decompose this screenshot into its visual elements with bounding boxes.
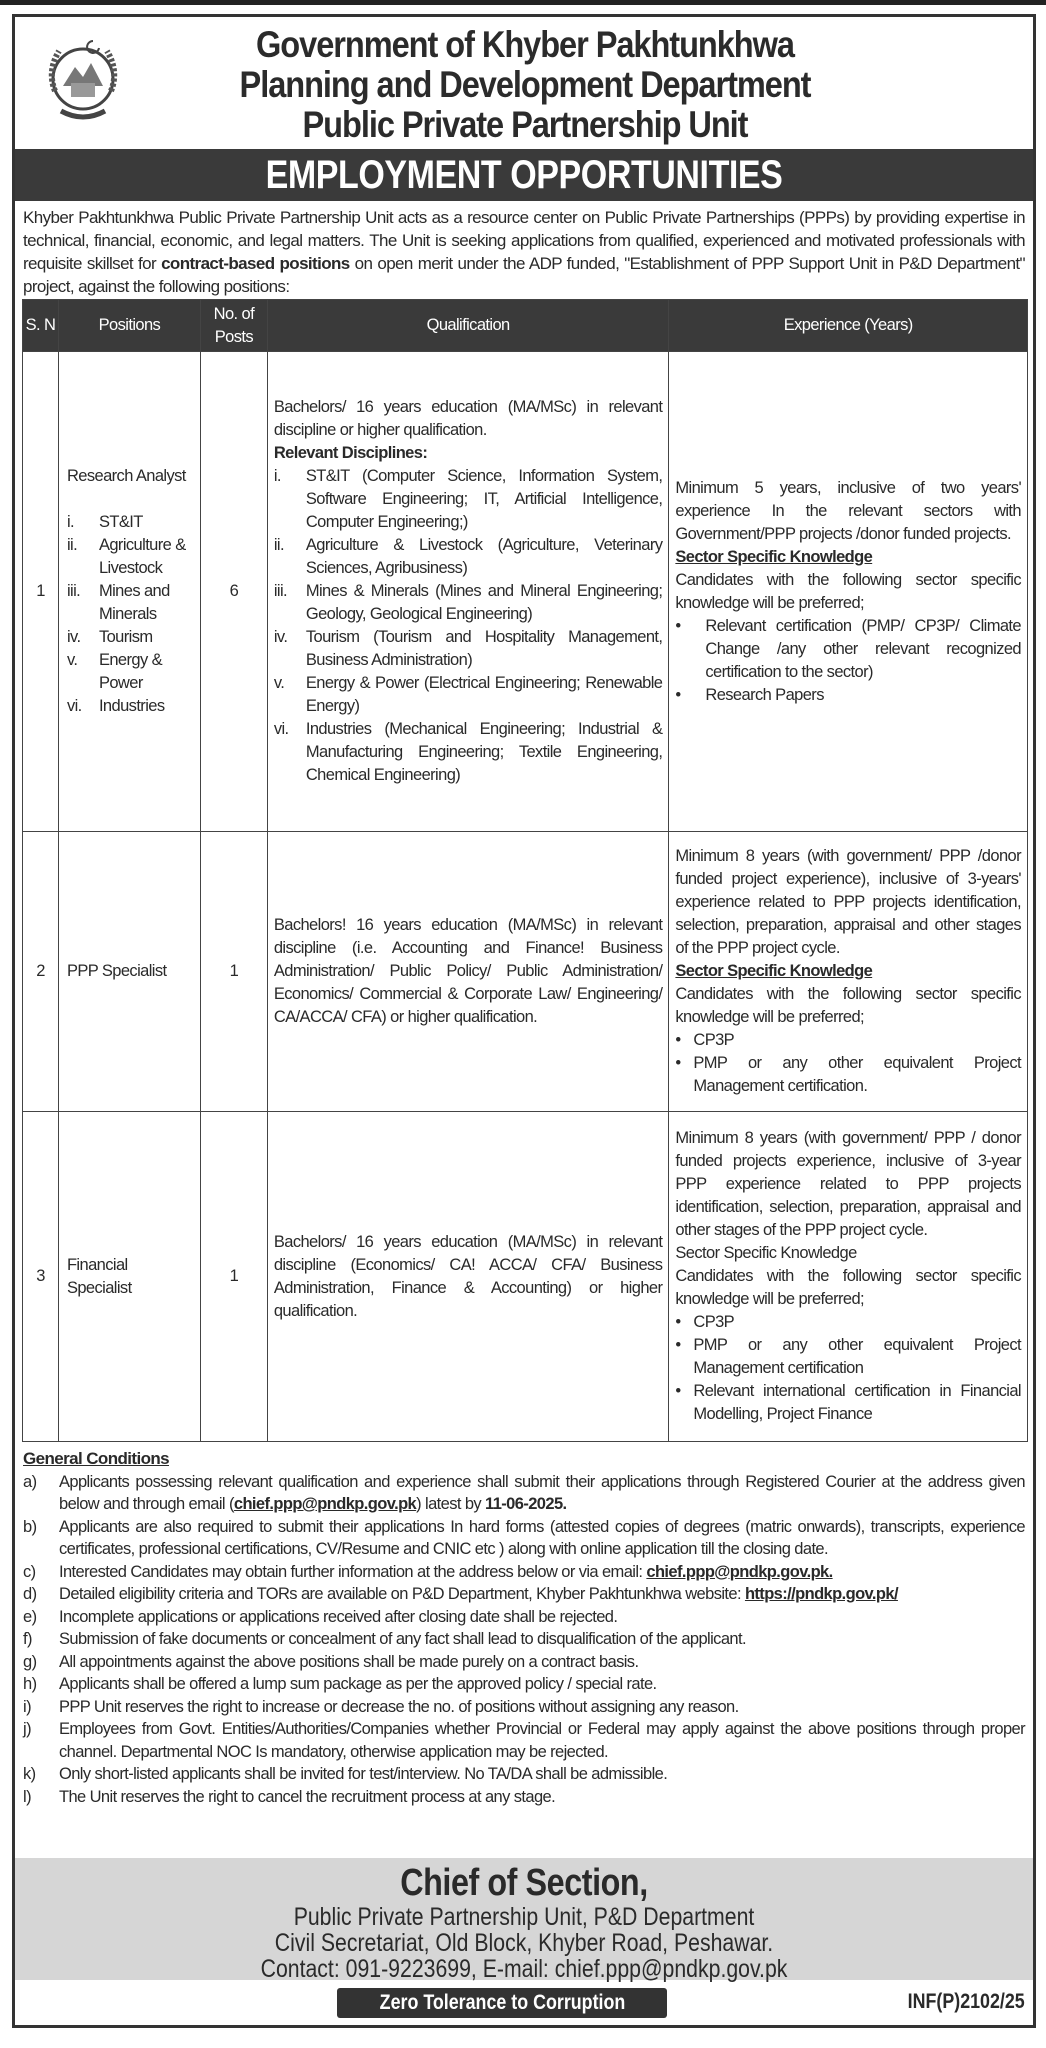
condition-marker: b) — [23, 1517, 37, 1536]
conditions-list — [23, 1471, 1025, 1809]
reference-number: INF(P)2102/25 — [907, 1990, 1025, 2013]
knowledge-heading: Sector Specific Knowledge — [675, 547, 873, 566]
cell-position — [58, 352, 200, 832]
sector-list — [67, 511, 192, 718]
item-text: ST&IT — [98, 513, 143, 531]
item-text: Research Papers — [705, 685, 824, 704]
header-posts: No. of Posts — [200, 300, 267, 352]
item-marker: e) — [23, 1607, 37, 1626]
email-link[interactable]: chief.ppp@pndkp.gov.pk. — [646, 1562, 833, 1581]
positions-table — [22, 299, 1028, 1442]
knowledge-item — [675, 1334, 1021, 1380]
item-marker: i) — [23, 1697, 31, 1716]
item-marker: iv. — [273, 628, 288, 646]
item-marker: • — [675, 1031, 681, 1049]
item-marker: ii. — [273, 536, 284, 554]
conditions-title: General Conditions — [23, 1449, 169, 1468]
condition-text: . — [562, 1495, 567, 1513]
footer-contact: Contact: 091-9223699, E-mail: chief.ppp@pndkp.gov.pk — [260, 1955, 788, 1983]
header-sn: S. N — [23, 300, 59, 352]
advertisement — [12, 14, 1036, 2028]
experience-text: Minimum 8 years (with government/ PPP /donor funded project experience), inclusive of 3-years' experience related to PPP projects identification, selection, preparation, appraisal and other stages of the PPP project cycle. — [675, 847, 1021, 957]
condition-text: Detailed eligibility criteria and TORs are available on P&D Department, Khyber Pakhtunkhwa website: — [59, 1585, 745, 1603]
cell-position: Financial Specialist — [58, 1112, 200, 1442]
table-header — [23, 300, 1028, 352]
header-experience: Experience (Years) — [669, 300, 1028, 352]
intro-text: Khyber Pakhtunkhwa Public Private Partnership Unit acts as a resource center on Public Private Partnerships (PPPs) by providing expertise in technical, financial, economic, and legal matters. The Unit is seeking applications from qualified, experienced and motivated professionals with requisite skillset for — [23, 208, 1025, 273]
item-marker: ii. — [66, 536, 78, 554]
cell-sn: 2 — [23, 832, 59, 1112]
item-marker: k) — [23, 1765, 36, 1783]
table-row — [23, 832, 1028, 1112]
cell-qualification: Bachelors! 16 years education (MA/MSc) in relevant discipline (i.e. Accounting and Finance! Business Administration/ Public Policy/ Public Administration/ Economics/ Commercial & Corporate Law/ Engineering/ CA/ACCA/ CFA) or higher qualification. — [267, 832, 669, 1112]
condition-marker: d) — [23, 1585, 37, 1603]
position-title: Research Analyst — [66, 467, 186, 485]
item-text: Energy & Power (Electrical Engineering; Renewable Energy) — [305, 674, 663, 715]
knowledge-pref: Candidates with the following sector specific knowledge will be preferred; — [675, 570, 1021, 612]
item-marker: g) — [23, 1652, 37, 1671]
condition-item — [23, 1718, 1025, 1763]
sector-item — [67, 534, 192, 580]
condition-item — [23, 1628, 1025, 1651]
qualification-text: Bachelors/ 16 years education (MA/MSc) in relevant discipline or higher qualification. — [273, 398, 663, 439]
disciplines-heading: Relevant Disciplines: — [273, 444, 428, 462]
header-line-3: Public Private Partnership Unit — [302, 104, 748, 145]
footer-title: Chief of Section, — [400, 1862, 648, 1904]
item-text: Only short-listed applicants shall be invited for test/interview. No TA/DA shall be admissible. — [59, 1765, 668, 1783]
knowledge-list — [675, 1311, 1021, 1426]
item-text: Submission of fake documents or concealment of any fact shall lead to disqualification of the applicant. — [59, 1630, 746, 1648]
item-text: CP3P — [693, 1031, 735, 1049]
website-link[interactable]: https://pndkp.gov.pk/ — [744, 1585, 898, 1603]
knowledge-item — [675, 1380, 1021, 1426]
header-positions: Positions — [58, 300, 200, 352]
item-text: Mines & Minerals (Mines and Mineral Engineering; Geology, Geological Engineering) — [305, 582, 663, 623]
item-marker: vi. — [273, 720, 289, 738]
item-text: Tourism (Tourism and Hospitality Management, Business Administration) — [305, 628, 663, 669]
knowledge-heading: Sector Specific Knowledge — [675, 962, 873, 980]
item-marker: l) — [23, 1787, 31, 1806]
cell-experience — [669, 1112, 1028, 1442]
item-text: CP3P — [693, 1313, 735, 1331]
condition-text: Applicants are also required to submit their applications In hard forms (attested copies of degrees (matric onwards), transcripts, experience certificates, professional certifications, CV/Resume and CNIC etc ) along with online application till the closing date. — [59, 1517, 1025, 1558]
experience-text: Minimum 8 years (with government/ PPP / donor funded projects experience, inclusive of 3-year PPP experience related to PPP projects identification, selection, preparation, appraisal and other stages of the PPP project cycle. — [675, 1129, 1021, 1239]
knowledge-list — [675, 1029, 1021, 1098]
item-text: Energy & Power — [98, 651, 163, 692]
cell-experience — [669, 832, 1028, 1112]
item-text: Employees from Govt. Entities/Authorities/Companies whether Provincial or Federal may apply against the above positions through proper channel. Departmental NOC Is mandatory, otherwise application may be rejected. — [59, 1720, 1025, 1761]
cell-posts: 6 — [200, 352, 267, 832]
item-marker: i. — [273, 467, 281, 485]
item-text: PMP or any other equivalent Project Management certification — [693, 1336, 1021, 1377]
condition-text: ) latest by — [416, 1495, 486, 1513]
cell-qualification: Bachelors/ 16 years education (MA/MSc) in relevant discipline (Economics/ CA! ACCA/ CFA/ Business Administration, Finance & Accounting) or higher qualification. — [267, 1112, 669, 1442]
condition-text: Applicants possessing relevant qualification and experience shall submit their applications through Registered Courier at the address given below and through email ( — [59, 1472, 1025, 1513]
item-text: Relevant international certification in Financial Modelling, Project Finance — [693, 1382, 1021, 1423]
header-qualification: Qualification — [267, 300, 669, 352]
item-marker: • — [675, 1054, 681, 1072]
table-row — [23, 352, 1028, 832]
condition-item — [23, 1583, 1025, 1606]
condition-marker: a) — [23, 1472, 37, 1491]
knowledge-item — [675, 1029, 1021, 1052]
condition-item — [23, 1786, 1025, 1809]
footer-line-2: Civil Secretariat, Old Block, Khyber Road, Peshawar. — [274, 1929, 774, 1957]
cell-position: PPP Specialist — [58, 832, 200, 1112]
condition-item — [23, 1763, 1025, 1786]
item-text: Industries — [98, 697, 165, 715]
item-text: Mines and Minerals — [98, 582, 170, 623]
closing-date: 11-06-2025 — [485, 1495, 563, 1513]
cell-experience — [669, 352, 1028, 832]
sector-item — [67, 626, 192, 649]
discipline-item — [274, 534, 663, 580]
item-marker: f) — [23, 1630, 32, 1648]
top-rule — [0, 0, 1046, 5]
knowledge-item — [675, 1052, 1021, 1098]
disciplines-list — [274, 465, 663, 787]
knowledge-pref: Candidates with the following sector specific knowledge will be preferred; — [675, 985, 1021, 1026]
intro-paragraph — [15, 201, 1033, 299]
cell-posts: 1 — [200, 1112, 267, 1442]
cell-sn: 1 — [23, 352, 59, 832]
item-marker: iii. — [66, 582, 81, 600]
item-text: Applicants shall be offered a lump sum package as per the approved policy / special rate. — [59, 1675, 657, 1693]
item-text: Incomplete applications or applications received after closing date shall be rejected. — [59, 1607, 618, 1626]
cell-qualification — [267, 352, 669, 832]
discipline-item — [274, 580, 663, 626]
knowledge-item — [675, 684, 1021, 707]
condition-item — [23, 1471, 1025, 1516]
employment-banner — [15, 149, 1033, 201]
intro-bold: contract-based positions — [161, 254, 350, 273]
item-marker: • — [675, 1382, 681, 1400]
item-marker: • — [675, 616, 681, 635]
item-text: PMP or any other equivalent Project Management certification. — [693, 1054, 1021, 1095]
sector-item — [67, 511, 192, 534]
knowledge-item — [675, 1311, 1021, 1334]
intro-text-end: on open merit under the ADP funded, "Establishment of PPP Support Unit in P&D Department" project, against the following positions: — [23, 254, 1025, 296]
item-marker: • — [675, 685, 681, 704]
item-text: PPP Unit reserves the right to increase or decrease the no. of positions without assigning any reason. — [59, 1697, 739, 1716]
discipline-item — [274, 465, 663, 534]
knowledge-list — [675, 615, 1021, 707]
footer-line-1: Public Private Partnership Unit, P&D Department — [293, 1903, 755, 1931]
item-marker: • — [675, 1336, 681, 1354]
condition-marker: c) — [23, 1562, 36, 1581]
header — [15, 17, 1033, 149]
sector-item — [67, 580, 192, 626]
contact-footer — [15, 1858, 1033, 1983]
item-text: Relevant certification (PMP/ CP3P/ Climate Change /any other relevant recognized certification to the sector) — [705, 616, 1021, 681]
item-text: Agriculture & Livestock — [98, 536, 186, 577]
sector-item — [67, 695, 192, 718]
zero-tolerance-badge — [337, 1988, 667, 2018]
condition-item — [23, 1606, 1025, 1629]
item-text: The Unit reserves the right to cancel the recruitment process at any stage. — [59, 1787, 556, 1806]
item-marker: i. — [66, 513, 75, 531]
item-text: All appointments against the above positions shall be made purely on a contract basis. — [59, 1652, 639, 1671]
condition-item — [23, 1516, 1025, 1561]
item-marker: h) — [23, 1675, 37, 1693]
banner-text: EMPLOYMENT OPPORTUNITIES — [265, 153, 783, 197]
condition-item — [23, 1673, 1025, 1696]
kp-emblem-icon — [33, 31, 133, 131]
discipline-item — [274, 672, 663, 718]
condition-text: Interested Candidates may obtain further information at the address below or via email: — [59, 1562, 647, 1581]
item-marker: v. — [273, 674, 285, 692]
cell-sn: 3 — [23, 1112, 59, 1442]
zero-tolerance-text: Zero Tolerance to Corruption — [379, 1991, 625, 2014]
condition-item — [23, 1561, 1025, 1584]
header-line-1: Government of Khyber Pakhtunkhwa — [256, 24, 794, 65]
knowledge-heading: Sector Specific Knowledge — [675, 1244, 857, 1262]
table-row — [23, 1112, 1028, 1442]
item-marker: j) — [23, 1720, 31, 1738]
condition-item — [23, 1651, 1025, 1674]
item-marker: vi. — [66, 697, 82, 715]
item-text: Tourism — [98, 628, 153, 646]
cell-posts: 1 — [200, 832, 267, 1112]
item-marker: v. — [66, 651, 78, 669]
experience-text: Minimum 5 years, inclusive of two years' experience In the relevant sectors with Government/PPP projects /donor funded projects. — [675, 478, 1021, 543]
item-marker: iv. — [66, 628, 81, 646]
item-marker: iii. — [273, 582, 288, 600]
bottom-bar — [15, 1980, 1033, 2020]
item-text: Agriculture & Livestock (Agriculture, Veterinary Sciences, Agribusiness) — [305, 536, 663, 577]
knowledge-pref: Candidates with the following sector specific knowledge will be preferred; — [675, 1267, 1021, 1308]
header-line-2: Planning and Development Department — [239, 64, 811, 105]
general-conditions — [15, 1442, 1033, 1858]
item-marker: • — [675, 1313, 681, 1331]
condition-item — [23, 1696, 1025, 1719]
email-link[interactable]: chief.ppp@pndkp.gov.pk — [233, 1495, 417, 1513]
discipline-item — [274, 626, 663, 672]
discipline-item — [274, 718, 663, 787]
knowledge-item — [675, 615, 1021, 684]
sector-item — [67, 649, 192, 695]
item-text: Industries (Mechanical Engineering; Industrial & Manufacturing Engineering; Textile Engineering, Chemical Engineering) — [305, 720, 663, 784]
item-text: ST&IT (Computer Science, Information System, Software Engineering; IT, Artificial Intelligence, Computer Engineering;) — [305, 467, 663, 531]
